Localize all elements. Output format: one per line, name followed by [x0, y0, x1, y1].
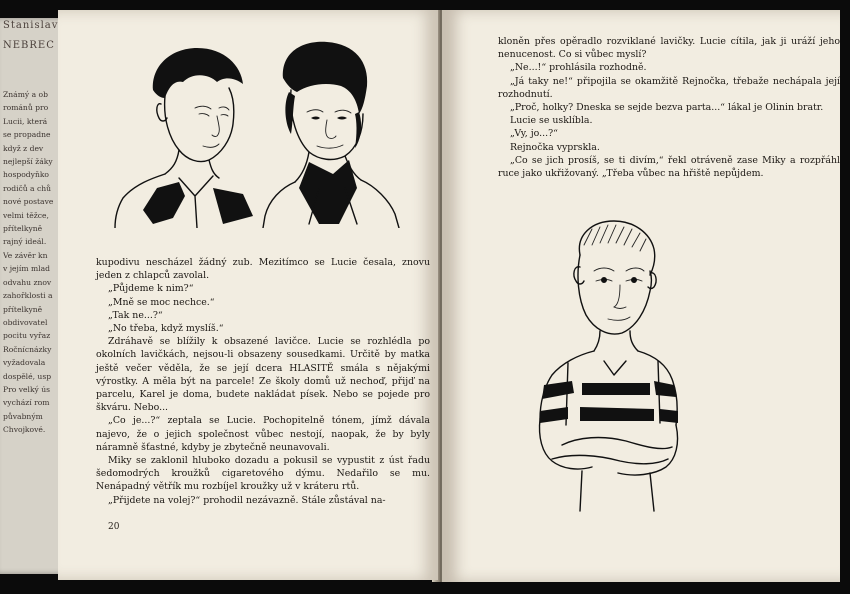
paragraph: „Vy, jo...?“: [510, 128, 558, 140]
paragraph: Miky se zaklonil hluboko dozadu a pokusil se vypustit z úst řadu šedomodrých kroužků cigaretového dýmu. Nedařilo se mu. Nenápadný větřík mu rozbíjel kroužky už v kráteru rtů.: [96, 455, 430, 493]
back-blurb-line: nejlepší žáky: [3, 157, 53, 167]
paragraph: „Ne...!“ prohlásila rozhodně.: [510, 62, 647, 74]
paragraph: „Co se jich prosíš, se ti divím,“ řekl otráveně zase Miky a rozpřáhl ruce jako ukřižovaný. „Třeba vůbec na hřiště nepůjdem.: [498, 154, 840, 180]
paragraph: kloněn přes opěradlo rozviklané lavičky. Lucie cítila, jak ji uráží jeho nenucenost. Co si vůbec myslí?: [498, 36, 840, 61]
back-blurb-line: v jejím mlad: [3, 264, 50, 274]
paragraph: „Tak ne...?“: [108, 309, 163, 321]
paragraph: Lucie se usklíbla.: [510, 115, 593, 127]
two-boys-illustration: [113, 38, 403, 228]
paragraph: „Mně se moc nechce.“: [108, 296, 215, 308]
back-blurb-line: vyžadovala: [3, 358, 46, 368]
back-title: NEBREC: [3, 40, 55, 51]
back-blurb-line: Ročnícnázky: [3, 344, 52, 354]
paragraph: „Proč, holky? Dneska se sejde bezva parta...“ lákal je Olinin bratr.: [510, 102, 824, 114]
back-blurb-line: hospodyňko: [3, 170, 50, 180]
back-blurb-line: přítelkyně: [3, 224, 43, 234]
back-blurb-line: velmi těžce,: [3, 210, 49, 220]
paragraph: Zdráhavě se blížily k obsazené lavičce. Lucie se rozhlédla po okolních lavičkách, nejsou-li obsazeny sousedkami. Určitě by matka ještě večer věděla, že se její dcera HLASITĚ smála s nějakými výrostky. A měla být na parcele! Ze školy domů už nechoď, přijď na parcelu, Karel je doma, budete nakládat písek. Nebo se pojede pro škváru. Nebo...: [96, 336, 430, 414]
paragraph: „Přijdete na volej?“ prohodil nezávazně. Stále zůstával na-: [108, 494, 386, 506]
paragraph: „Co je...?“ zeptala se Lucie. Pochopitelně tónem, jímž dávala najevo, že o jejich společnost vůbec nestojí, naopak, že by byly náramně šťastné, kdyby je zbytečně neunavovali.: [96, 415, 430, 453]
boy-striped-sweater-illustration: [522, 215, 692, 515]
back-blurb-line: obdivovatel: [3, 317, 48, 327]
back-blurb-line: Známý a ob: [3, 90, 48, 99]
back-blurb-line: pocitu vyřaz: [3, 331, 51, 341]
back-blurb-line: vychází rom: [3, 398, 50, 408]
paragraph: Rejnočka vyprskla.: [510, 141, 600, 153]
paragraph: „No třeba, když myslíš.“: [108, 323, 224, 335]
back-blurb-line: zahořklosti a: [3, 291, 53, 301]
back-blurb-line: rajný ideál.: [3, 237, 47, 247]
left-page-text: [96, 256, 430, 507]
back-blurb-line: přítelkyně: [3, 304, 43, 314]
back-blurb-line: půvabným: [3, 411, 43, 421]
back-blurb-line: Lucii, která: [3, 116, 48, 126]
left-page: [58, 10, 438, 580]
right-page: [442, 10, 840, 582]
back-blurb-line: Pro velký ús: [3, 384, 51, 394]
back-author: Stanislav: [3, 20, 59, 31]
paragraph: „Půjdeme k nim?“: [108, 283, 194, 295]
back-blurb-line: nové postave: [3, 197, 54, 207]
back-blurb-line: rodičů a chů: [3, 183, 52, 193]
paragraph: kupodivu nescházel žádný zub. Mezitímco se Lucie česala, znovu jeden z chlapců zavolal.: [96, 257, 430, 282]
right-page-text: [498, 35, 840, 180]
back-blurb-line: Chvojkové.: [3, 425, 46, 435]
paragraph: „Já taky ne!“ připojila se okamžitě Rejnočka, třebaže nechápala její rozhodnutí.: [498, 75, 840, 100]
page-number: 20: [108, 522, 120, 532]
back-blurb-line: románů pro: [3, 103, 49, 113]
back-blurb-line: Ve závěr kn: [3, 250, 48, 260]
back-blurb-line: odvahu znov: [3, 277, 52, 287]
back-blurb-line: se propadne: [3, 130, 51, 140]
back-blurb-line: dospělé, usp: [3, 371, 52, 381]
back-blurb-line: když z dev: [3, 143, 44, 153]
